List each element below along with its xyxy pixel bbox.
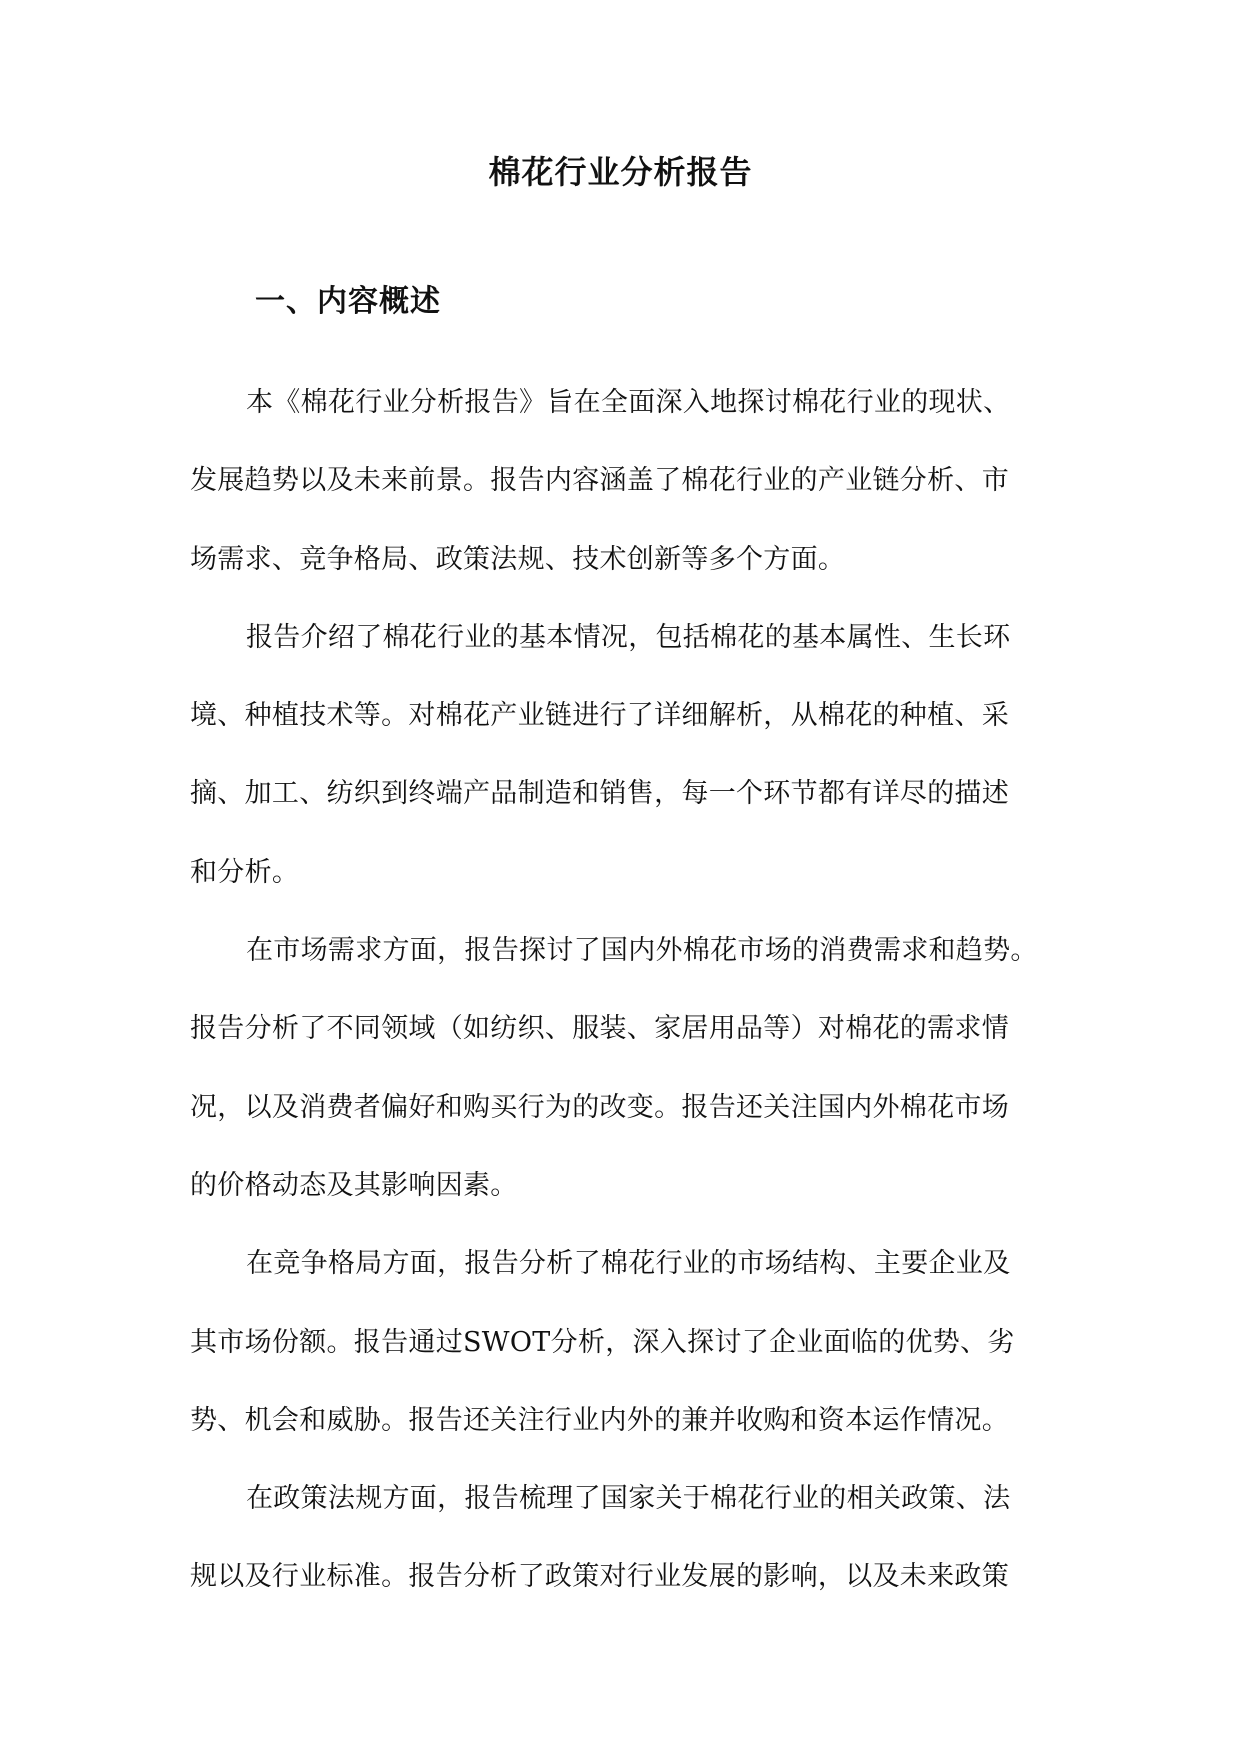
text-line: 的价格动态及其影响因素。 <box>190 1169 518 1201</box>
text-line: 摘、加工、纺织到终端产品制造和销售，每一个环节都有详尽的描述 <box>190 778 1009 810</box>
text-line: 在竞争格局方面，报告分析了棉花行业的市场结构、主要企业及 <box>246 1248 1011 1280</box>
text-line: 况，以及消费者偏好和购买行为的改变。报告还关注国内外棉花市场 <box>190 1091 1009 1123</box>
text-line: 场需求、竞争格局、政策法规、技术创新等多个方面。 <box>190 543 846 575</box>
paragraph <box>190 599 1052 912</box>
text-line: 规以及行业标准。报告分析了政策对行业发展的影响，以及未来政策 <box>190 1561 1009 1593</box>
text-line: 和分析。 <box>190 856 300 888</box>
text-line: 境、种植技术等。对棉花产业链进行了详细解析，从棉花的种植、采 <box>190 700 1009 732</box>
text-line: 在市场需求方面，报告探讨了国内外棉花市场的消费需求和趋势。 <box>246 935 1038 967</box>
text-line: 在政策法规方面，报告梳理了国家关于棉花行业的相关政策、法 <box>246 1483 1011 1515</box>
paragraph <box>190 912 1052 1225</box>
paragraph <box>190 364 1052 599</box>
text-line: 报告分析了不同领域（如纺织、服装、家居用品等）对棉花的需求情 <box>190 1013 1009 1045</box>
text-line: 报告介绍了棉花行业的基本情况，包括棉花的基本属性、生长环 <box>246 621 1011 653</box>
text-line: 发展趋势以及未来前景。报告内容涵盖了棉花行业的产业链分析、市 <box>190 465 1009 497</box>
document-title: 棉花行业分析报告 <box>488 153 753 191</box>
text-line: 其市场份额。报告通过SWOT分析，深入探讨了企业面临的优势、劣 <box>190 1326 1015 1358</box>
text-line: 本《棉花行业分析报告》旨在全面深入地探讨棉花行业的现状、 <box>246 387 1011 418</box>
paragraph <box>190 1460 1052 1617</box>
section-heading: 一、内容概述 <box>255 284 441 319</box>
text-line: 势、机会和威胁。报告还关注行业内外的兼并收购和资本运作情况。 <box>190 1404 1009 1436</box>
document-body <box>190 364 1052 1617</box>
paragraph <box>190 1225 1052 1460</box>
